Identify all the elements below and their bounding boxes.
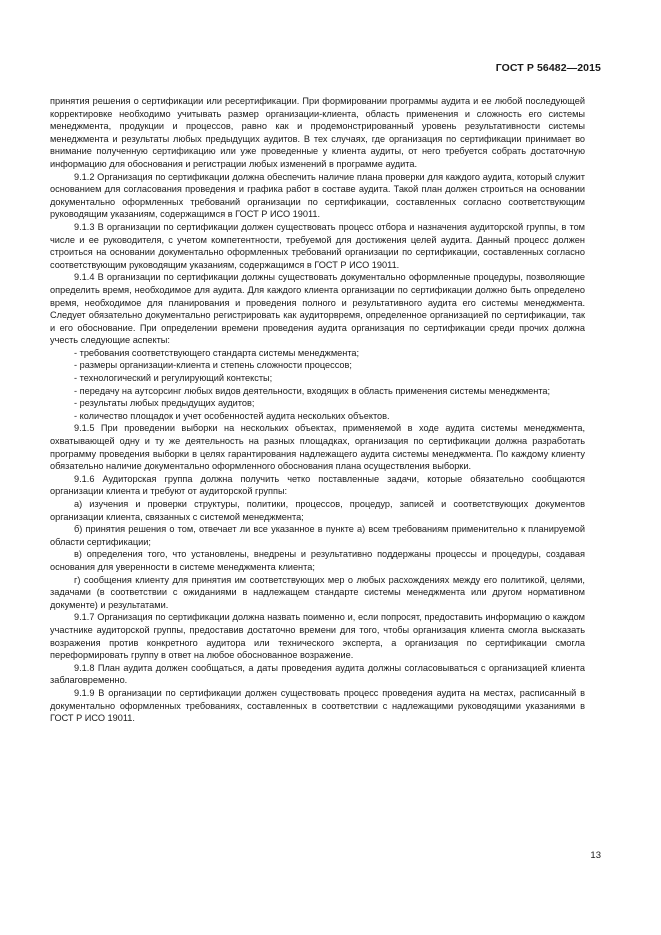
list-item: - требования соответствующего стандарта системы менеджмента; xyxy=(74,347,360,358)
list-item: - количество площадок и учет особенностей аудита нескольких объектов. xyxy=(74,410,390,421)
document-body xyxy=(50,95,585,725)
paragraph: 9.1.3 В организации по сертификации должен существовать процесс отбора и назначения аудиторской группы, в том числе и ее руководителя, с учетом компетентности, требуемой для достижения целей аудита. Данный процесс должен строиться на основании документально оформленных требований организации по сертификации, составленных согласно соответствующим руководящим указаниям, содержащимся в ГОСТ Р ИСО 19011. xyxy=(50,221,585,270)
paragraph: 9.1.8 План аудита должен сообщаться, а даты проведения аудита должны согласовываться с организацией клиента заблаговременно. xyxy=(50,662,585,686)
paragraph: 9.1.9 В организации по сертификации должен существовать процесс проведения аудита на местах, расписанный в документально оформленных требованиях, составленных в соответствии с надлежащими руководящими указаниями в ГОСТ Р ИСО 19011. xyxy=(50,687,585,724)
paragraph: 9.1.6 Аудиторская группа должна получить четко поставленные задачи, которые обязательно сообщаются организации клиента и требуют от аудиторской группы: xyxy=(50,473,585,497)
list-item: - технологический и регулирующий контексты; xyxy=(74,373,273,384)
paragraph: б) принятия решения о том, отвечает ли все указанное в пункте а) всем требованиям применительно к планируемой области сертификации; xyxy=(50,524,585,547)
paragraph: 9.1.5 При проведении выборки на нескольких объектах, применяемой в ходе аудита системы менеджмента, охватывающей одну и ту же деятельность на разных площадках, организация по сертификации должна разработать программу проведения выборки в целях гарантирования надлежащего аудита системы менеджмента. По каждому клиенту обязательно наличие документально оформленного обоснования плана осуществления выборки. xyxy=(50,423,585,472)
paragraph: 9.1.7 Организация по сертификации должна назвать поименно и, если попросят, предоставить информацию о каждом участнике аудиторской группы, предоставив достаточно времени для того, чтобы организация клиента смогла высказать возражения против конкретного аудитора или технического эксперта, а организация по сертификации смогла переформировать группу в ответ на любое обоснованное возражение. xyxy=(50,612,585,661)
standard-header: ГОСТ Р 56482—2015 xyxy=(495,62,601,74)
list-item: - передачу на аутсорсинг любых видов деятельности, входящих в область применения системы менеджмента; xyxy=(74,385,551,396)
list-item: - размеры организации-клиента и степень сложности процессов; xyxy=(74,360,352,371)
paragraph: 9.1.2 Организация по сертификации должна обеспечить наличие плана проверки для каждого аудита, который служит основанием для согласования проведения и графика работ в составе аудита. Такой план должен строиться на основании документально оформленных требований организации по сертификации, составленных согласно соответствующим руководящим указаниям, содержащимся в ГОСТ Р ИСО 19011. xyxy=(50,171,585,220)
paragraph: а) изучения и проверки структуры, политики, процессов, процедур, записей и соответствующих документов организации клиента, связанных с системой менеджмента; xyxy=(50,499,585,522)
paragraph: принятия решения о сертификации или ресертификации. При формировании программы аудита и ее любой последующей корректировке необходимо учитывать размер организации-клиента, область применения и сложность его системы менеджмента, продукции и процессов, равно как и продемонстрированный уровень результативности системы менеджмента и результаты любых предыдущих аудитов. В тех случаях, где организация по сертификации принимает во внимание полученную сертификацию или уже проведенные у клиента аудиты, от него требуется собрать достаточную информацию для обоснования и регистрации любых изменений в программе аудита. xyxy=(50,96,585,169)
list-item: - результаты любых предыдущих аудитов; xyxy=(74,398,255,409)
paragraph: в) определения того, что установлены, внедрены и результативно поддержаны процессы и процедуры, создавая основания для уверенности в системе менеджмента клиента; xyxy=(50,549,585,572)
paragraph: 9.1.4 В организации по сертификации должны существовать документально оформленные процедуры, позволяющие определить время, необходимое для аудита. Для каждого клиента организации по сертификации должно быть определено время, необходимое для планирования и проведения полного и результативного аудита его системы менеджмента. Следует обязательно документально регистрировать как аудиторвремя, определенное организацией по сертификации, так и его обоснование. При определении времени проведения аудита организация по сертификации среди прочих должна учесть следующие аспекты: xyxy=(50,272,585,346)
paragraph: г) сообщения клиенту для принятия им соответствующих мер о любых расхождениях между его политикой, целями, задачами (в соответствии с ожиданиями в надлежащем стандарте системы менеджмента или другом нормативном документе) и результатами. xyxy=(50,574,585,610)
page-number: 13 xyxy=(590,850,601,861)
